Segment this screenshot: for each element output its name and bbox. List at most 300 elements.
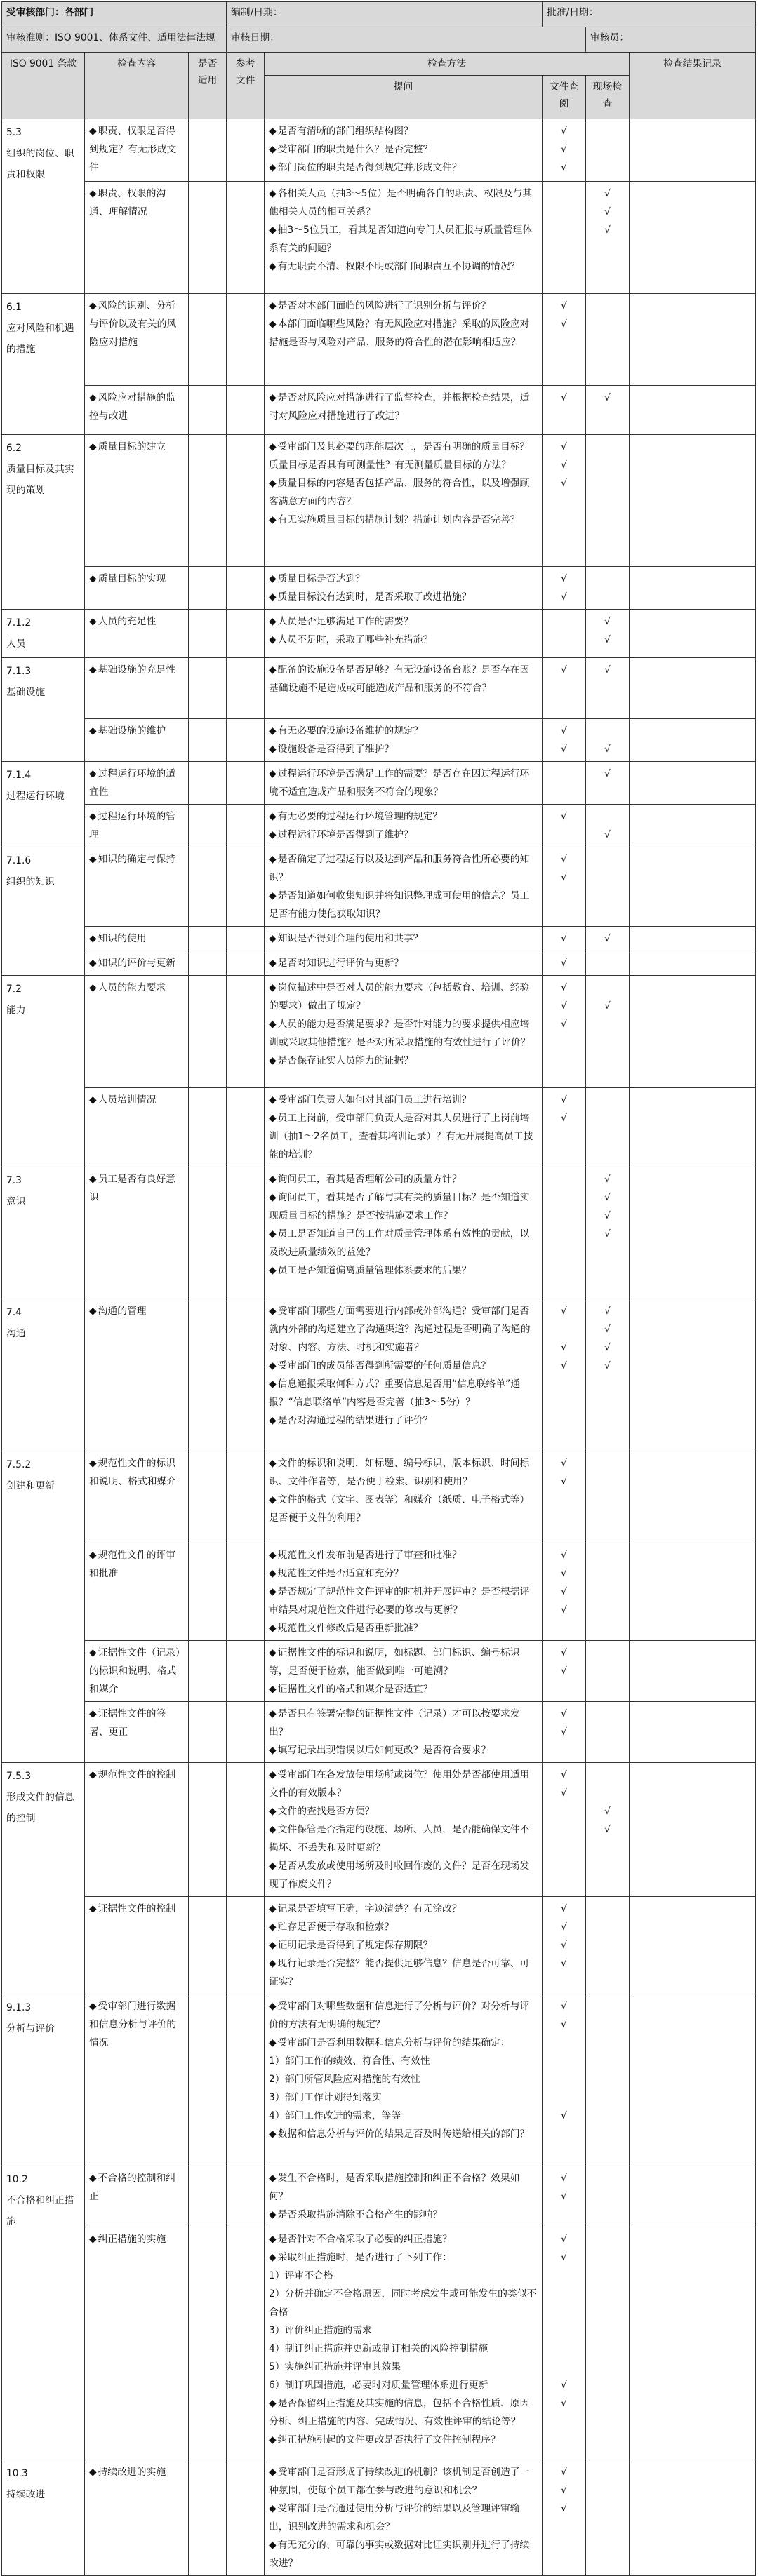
clause-cell — [2, 2460, 85, 2576]
applicable-cell[interactable] — [189, 567, 227, 610]
check-mark: √ — [561, 933, 567, 944]
check-mark — [590, 2015, 625, 2034]
ref-doc-cell[interactable] — [227, 435, 265, 567]
check-mark — [590, 1784, 625, 1802]
question-subitem: 4）部门工作改进的需求，等等 — [269, 2110, 401, 2121]
ref-doc-cell[interactable] — [227, 1299, 265, 1451]
onsite-cell — [586, 976, 630, 1088]
result-record-cell[interactable] — [630, 119, 756, 182]
check-item — [85, 1167, 189, 1299]
check-item — [85, 1994, 189, 2166]
question-item: ◆ 受审部门是否形成了持续改进的机制？该机制是否创造了一种氛围，使每个员工都在参与改进的意识和机会？ — [269, 2463, 538, 2500]
question-cell — [265, 182, 543, 294]
clause-number: 10.2 — [6, 2174, 28, 2185]
check-mark: √ — [604, 1806, 611, 1817]
check-mark — [590, 979, 625, 997]
question-item: ◆ 是否采取措施消除不合格产生的影响？ — [269, 2206, 538, 2224]
applicable-cell[interactable] — [189, 2166, 227, 2227]
check-row — [2, 1543, 756, 1641]
question-cell — [265, 847, 543, 927]
doc-review-cell — [543, 762, 586, 805]
check-mark — [547, 2052, 581, 2070]
ref-doc-cell[interactable] — [227, 2460, 265, 2576]
question-item: ◆ 采取纠正措施时，是否进行了下列工作： — [269, 2248, 538, 2267]
question-item: ◆ 是否只有签署完整的证据性文件（记录）才可以按要求发出？ — [269, 1705, 538, 1741]
check-mark — [547, 221, 581, 239]
check-row — [2, 1088, 756, 1167]
applicable-cell[interactable] — [189, 927, 227, 951]
result-record-cell[interactable] — [630, 2460, 756, 2576]
check-mark — [590, 1936, 625, 1954]
onsite-cell — [586, 1451, 630, 1543]
doc-review-cell — [543, 435, 586, 567]
col-method: 检查方法 — [265, 53, 630, 76]
result-record-cell[interactable] — [630, 1167, 756, 1299]
clause-cell — [2, 1763, 85, 1994]
question-item: ◆ 人员是否足够满足工作的需要？ — [269, 612, 538, 631]
ref-doc-cell[interactable] — [227, 1543, 265, 1641]
applicable-cell[interactable] — [189, 1451, 227, 1543]
result-record-cell[interactable] — [630, 1451, 756, 1543]
check-mark: √ — [604, 933, 611, 944]
check-item — [85, 567, 189, 610]
question-item: ◆ 是否保留纠正措施及其实施的信息，包括不合格性质、原因分析、纠正措施的内容、完成情况、有效性评审的结论等？ — [269, 2394, 538, 2431]
result-record-cell[interactable] — [630, 658, 756, 719]
check-mark: √ — [561, 2001, 567, 2012]
check-item — [85, 610, 189, 658]
doc-review-cell — [543, 182, 586, 294]
col-clause: ISO 9001 条款 — [2, 53, 85, 119]
question-item: ◆ 文件的查找是否方便？ — [269, 1802, 538, 1820]
question-item: ◆ 证据性文件的格式和媒介是否适宜？ — [269, 1680, 538, 1698]
question-item: ◆ 是否对沟通过程的结果进行了评价？ — [269, 1411, 538, 1430]
check-item — [85, 1088, 189, 1167]
check-item-text: ◆ 证据性文件的签署、更正 — [89, 1708, 166, 1738]
applicable-cell[interactable] — [189, 1763, 227, 1897]
question-item: ◆ 受审部门的成员能否得到所需要的任何质量信息？ — [269, 1357, 538, 1375]
check-row — [2, 1702, 756, 1763]
ref-doc-cell[interactable] — [227, 1451, 265, 1543]
applicable-cell[interactable] — [189, 762, 227, 805]
doc-review-cell — [543, 1088, 586, 1167]
doc-review-cell — [543, 951, 586, 976]
question-subitem: 2）分析并确定不合格原因，同时考虑发生或可能发生的类似不合格 — [269, 2288, 537, 2318]
check-mark — [590, 1583, 625, 1601]
question-cell — [265, 805, 543, 847]
ref-doc-cell[interactable] — [227, 1763, 265, 1897]
question-cell — [265, 1702, 543, 1763]
check-mark — [590, 438, 625, 456]
check-mark — [590, 122, 625, 140]
clause-title: 能力 — [6, 1005, 26, 1016]
question-item: ◆ 是否对知识进行评价与更新？ — [269, 954, 538, 972]
check-row — [2, 386, 756, 435]
check-mark: √ — [561, 982, 567, 993]
check-mark: √ — [561, 811, 567, 822]
doc-review-cell — [543, 119, 586, 182]
question-cell — [265, 1763, 543, 1897]
ref-doc-cell[interactable] — [227, 927, 265, 951]
check-mark — [547, 1820, 581, 1839]
check-mark — [547, 2267, 581, 2285]
check-mark — [590, 315, 625, 333]
check-mark: √ — [604, 1824, 611, 1835]
check-item — [85, 1543, 189, 1641]
check-row — [2, 847, 756, 927]
col-result: 检查结果记录 — [630, 53, 756, 119]
check-mark — [590, 1109, 625, 1127]
check-item-text: ◆ 过程运行环境的管理 — [89, 811, 175, 840]
onsite-cell — [586, 294, 630, 386]
check-mark: √ — [604, 206, 611, 217]
check-row — [2, 435, 756, 567]
result-record-cell[interactable] — [630, 1702, 756, 1763]
question-cell — [265, 1994, 543, 2166]
clause-cell — [2, 1994, 85, 2166]
dept-label: 受审核部门：各部门 — [2, 2, 227, 27]
check-row — [2, 294, 756, 386]
result-record-cell[interactable] — [630, 610, 756, 658]
ref-doc-cell[interactable] — [227, 1994, 265, 2166]
check-row — [2, 1167, 756, 1299]
check-item-text: ◆ 质量目标的建立 — [89, 441, 166, 452]
check-mark — [590, 456, 625, 474]
clause-number: 7.5.2 — [6, 1459, 32, 1470]
result-record-cell[interactable] — [630, 847, 756, 927]
check-item-text: ◆ 证据性文件的控制 — [89, 1903, 175, 1914]
onsite-cell — [586, 119, 630, 182]
doc-review-cell — [543, 847, 586, 927]
applicable-cell[interactable] — [189, 847, 227, 927]
ref-doc-cell[interactable] — [227, 294, 265, 386]
applicable-cell[interactable] — [189, 119, 227, 182]
question-subitem: 4）制订纠正措施并更新或制订相关的风险控制措施 — [269, 2343, 488, 2354]
clause-title: 持续改进 — [6, 2489, 46, 2500]
onsite-cell — [586, 927, 630, 951]
onsite-cell — [586, 805, 630, 847]
check-item-text: ◆ 人员的充足性 — [89, 616, 156, 627]
result-record-cell[interactable] — [630, 294, 756, 386]
check-mark — [590, 1705, 625, 1723]
result-record-cell[interactable] — [630, 386, 756, 435]
question-item: ◆ 过程运行环境是否满足工作的需要？是否存在因过程运行环境不适宜造成产品和服务不符合的现象？ — [269, 765, 538, 801]
question-item: ◆ 文件的标识和说明，如标题、编号标识、版本标识、时间标识、文件作者等，是否便于检索、识别和使用？ — [269, 1454, 538, 1491]
applicable-cell[interactable] — [189, 1088, 227, 1167]
check-mark — [590, 1564, 625, 1583]
question-cell — [265, 1543, 543, 1641]
question-item: ◆ 证据性文件的标识和说明，如标题、部门标识、编号标识等，是否便于检索，能否做到唯一可追溯？ — [269, 1644, 538, 1680]
check-mark — [547, 185, 581, 203]
check-item-text: ◆ 基础设施的维护 — [89, 725, 166, 737]
result-record-cell[interactable] — [630, 567, 756, 610]
check-mark — [590, 159, 625, 177]
ref-doc-cell[interactable] — [227, 847, 265, 927]
check-mark — [590, 2358, 625, 2376]
applicable-cell[interactable] — [189, 386, 227, 435]
question-item: ◆ 规范性文件是否适宜和充分？ — [269, 1564, 538, 1583]
applicable-cell[interactable] — [189, 1702, 227, 1763]
check-row — [2, 762, 756, 805]
question-item: ◆ 填写记录出现错误以后如何更改？是否符合要求？ — [269, 1741, 538, 1759]
question-item: ◆ 是否确定了过程运行以及达到产品和服务符合性所必要的知识？ — [269, 850, 538, 887]
result-record-cell[interactable] — [630, 1543, 756, 1641]
check-mark: √ — [561, 872, 567, 883]
ref-doc-cell[interactable] — [227, 951, 265, 976]
question-item: ◆ 受审部门在各发放使用场所或岗位？使用处是否都使用适用文件的有效版本？ — [269, 1766, 538, 1802]
applicable-cell[interactable] — [189, 976, 227, 1088]
onsite-cell — [586, 2460, 630, 2576]
check-row — [2, 927, 756, 951]
clause-title: 形成文件的信息的控制 — [6, 1792, 74, 1824]
check-mark: √ — [604, 664, 611, 676]
check-mark: √ — [561, 1903, 567, 1914]
check-mark: √ — [561, 1000, 567, 1012]
ref-doc-cell[interactable] — [227, 1641, 265, 1702]
result-record-cell[interactable] — [630, 2227, 756, 2460]
question-item: ◆ 受审部门是否利用数据和信息分析与评价的结果确定： — [269, 2034, 538, 2052]
question-item: ◆ 人员不足时，采取了哪些补充措施？ — [269, 631, 538, 649]
doc-review-cell — [543, 805, 586, 847]
check-mark — [590, 1091, 625, 1109]
check-mark: √ — [561, 744, 567, 755]
applicable-cell[interactable] — [189, 1641, 227, 1702]
check-item — [85, 435, 189, 567]
result-record-cell[interactable] — [630, 762, 756, 805]
question-cell — [265, 951, 543, 976]
question-cell — [265, 719, 543, 762]
doc-review-cell — [543, 1167, 586, 1299]
ref-doc-cell[interactable] — [227, 1088, 265, 1167]
check-mark: √ — [561, 1769, 567, 1780]
check-mark: √ — [561, 2467, 567, 2478]
result-record-cell[interactable] — [630, 976, 756, 1088]
check-row — [2, 1641, 756, 1702]
check-row — [2, 805, 756, 847]
check-mark: √ — [604, 224, 611, 236]
applicable-cell[interactable] — [189, 2227, 227, 2460]
col-content: 检查内容 — [85, 53, 189, 119]
check-mark — [590, 954, 625, 972]
applicable-cell[interactable] — [189, 435, 227, 567]
question-item: ◆ 过程运行环境是否得到了维护？ — [269, 826, 538, 844]
check-mark: √ — [561, 441, 567, 452]
check-item — [85, 119, 189, 182]
check-mark: √ — [561, 126, 567, 137]
question-item: ◆ 文件的格式（文字、图表等）和媒介（纸质、电子格式等）是否便于文件的利用？ — [269, 1491, 538, 1527]
onsite-cell — [586, 567, 630, 610]
question-item: ◆ 知识是否得到合理的使用和共享？ — [269, 930, 538, 948]
result-record-cell[interactable] — [630, 927, 756, 951]
doc-review-cell — [543, 2227, 586, 2460]
onsite-cell — [586, 610, 630, 658]
check-mark: √ — [561, 1708, 567, 1719]
question-item: ◆ 员工是否知道自己的工作对质量管理体系有效性的贡献，以及改进质量绩效的益处？ — [269, 1225, 538, 1261]
check-item-text: ◆ 沟通的管理 — [89, 1306, 147, 1317]
result-record-cell[interactable] — [630, 1763, 756, 1897]
result-record-cell[interactable] — [630, 2166, 756, 2227]
check-mark: √ — [604, 1306, 611, 1317]
ref-doc-cell[interactable] — [227, 719, 265, 762]
question-item: ◆ 贮存是否便于存取和检索？ — [269, 1918, 538, 1936]
question-cell — [265, 2227, 543, 2460]
ref-doc-cell[interactable] — [227, 386, 265, 435]
applicable-cell[interactable] — [189, 182, 227, 294]
ref-doc-cell[interactable] — [227, 976, 265, 1088]
doc-review-cell — [543, 1702, 586, 1763]
question-item: ◆ 设施设备是否得到了维护？ — [269, 740, 538, 758]
ref-doc-cell[interactable] — [227, 182, 265, 294]
ref-doc-cell[interactable] — [227, 762, 265, 805]
audit-date-label: 审核日期： — [227, 27, 586, 53]
ref-doc-cell[interactable] — [227, 805, 265, 847]
clause-title: 基础设施 — [6, 687, 46, 698]
check-mark — [547, 1170, 581, 1188]
result-record-cell[interactable] — [630, 719, 756, 762]
check-item — [85, 2227, 189, 2460]
check-mark: √ — [561, 1342, 567, 1353]
check-item — [85, 2460, 189, 2576]
check-mark — [590, 2052, 625, 2070]
question-item: ◆ 是否针对不合格采取了必要的纠正措施？ — [269, 2230, 538, 2248]
result-record-cell[interactable] — [630, 1088, 756, 1167]
applicable-cell[interactable] — [189, 1167, 227, 1299]
applicable-cell[interactable] — [189, 1299, 227, 1451]
check-mark: √ — [561, 725, 567, 737]
check-item-text: ◆ 不合格的控制和纠正 — [89, 2173, 175, 2202]
question-item: ◆ 有无职责不清、权限不明或部门间职责互不协调的情况？ — [269, 257, 538, 276]
check-mark — [590, 2303, 625, 2321]
applicable-cell[interactable] — [189, 658, 227, 719]
clause-number: 6.2 — [6, 443, 22, 454]
question-item: ◆ 询问员工，看其是否理解公司的质量方针？ — [269, 1170, 538, 1188]
check-item — [85, 294, 189, 386]
onsite-cell — [586, 386, 630, 435]
check-mark: √ — [604, 1210, 611, 1221]
question-cell — [265, 435, 543, 567]
ref-doc-cell[interactable] — [227, 658, 265, 719]
check-mark: √ — [561, 1094, 567, 1106]
applicable-cell[interactable] — [189, 2460, 227, 2576]
applicable-cell[interactable] — [189, 294, 227, 386]
check-mark: √ — [604, 829, 611, 840]
doc-review-cell — [543, 658, 586, 719]
result-record-cell[interactable] — [630, 1994, 756, 2166]
check-mark — [590, 1601, 625, 1619]
doc-review-cell — [543, 1641, 586, 1702]
check-item — [85, 386, 189, 435]
ref-doc-cell[interactable] — [227, 610, 265, 658]
check-mark: √ — [561, 1586, 567, 1597]
applicable-cell[interactable] — [189, 951, 227, 976]
check-item-text: ◆ 职责、权限是否得到规定？有无形成文件 — [89, 126, 176, 173]
question-subitem: 3）评价纠正措施的需求 — [269, 2325, 372, 2336]
check-mark: √ — [561, 2191, 567, 2202]
check-mark — [590, 1918, 625, 1936]
question-item: ◆ 文件保管是否指定的设施、场所、人员，是否能确保文件不损坏、不丢失和及时更新？ — [269, 1820, 538, 1857]
doc-review-cell — [543, 294, 586, 386]
check-mark — [590, 297, 625, 315]
ref-doc-cell[interactable] — [227, 1167, 265, 1299]
ref-doc-cell[interactable] — [227, 1897, 265, 1994]
onsite-cell — [586, 2166, 630, 2227]
clause-number: 7.4 — [6, 1307, 22, 1318]
check-mark — [590, 2034, 625, 2052]
check-item — [85, 658, 189, 719]
ref-doc-cell[interactable] — [227, 567, 265, 610]
check-mark — [590, 1473, 625, 1491]
clause-cell — [2, 1167, 85, 1299]
check-mark — [590, 2463, 625, 2481]
onsite-cell — [586, 1167, 630, 1299]
check-row — [2, 2460, 756, 2576]
clause-cell — [2, 2166, 85, 2460]
question-cell — [265, 1897, 543, 1994]
result-record-cell[interactable] — [630, 1897, 756, 1994]
doc-review-cell — [543, 1897, 586, 1994]
question-item: ◆ 质量目标没有达到时，是否采取了改进措施？ — [269, 588, 538, 606]
result-record-cell[interactable] — [630, 805, 756, 847]
check-mark — [590, 1723, 625, 1741]
check-mark: √ — [604, 634, 611, 645]
clause-number: 9.1.3 — [6, 2002, 32, 2013]
question-item: ◆ 记录是否填写正确，字迹清楚？有无涂改？ — [269, 1900, 538, 1918]
check-item — [85, 927, 189, 951]
clause-title: 沟通 — [6, 1328, 26, 1339]
question-cell — [265, 1088, 543, 1167]
check-mark: √ — [604, 1342, 611, 1353]
result-record-cell[interactable] — [630, 951, 756, 976]
check-mark: √ — [561, 1568, 567, 1579]
applicable-cell[interactable] — [189, 719, 227, 762]
question-item: ◆ 是否知道如何收集知识并将知识整理成可使用的信息？员工是否有能力使他获取知识？ — [269, 887, 538, 923]
col-applicable: 是否适用 — [189, 53, 227, 119]
check-item-text: ◆ 人员的能力要求 — [89, 982, 166, 993]
doc-review-cell — [543, 386, 586, 435]
doc-review-cell — [543, 927, 586, 951]
applicable-cell[interactable] — [189, 1543, 227, 1641]
check-item-text: ◆ 证据性文件（记录）的标识和说明、格式和媒介 — [89, 1647, 180, 1695]
result-record-cell[interactable] — [630, 182, 756, 294]
ref-doc-cell[interactable] — [227, 2227, 265, 2460]
check-mark: √ — [604, 188, 611, 199]
ref-doc-cell[interactable] — [227, 119, 265, 182]
check-item — [85, 762, 189, 805]
clause-number: 10.3 — [6, 2468, 28, 2479]
applicable-cell[interactable] — [189, 1994, 227, 2166]
check-item — [85, 182, 189, 294]
result-record-cell[interactable] — [630, 1641, 756, 1702]
applicable-cell[interactable] — [189, 1897, 227, 1994]
check-mark: √ — [561, 2234, 567, 2245]
check-mark: √ — [561, 144, 567, 155]
check-mark — [590, 2376, 625, 2394]
applicable-cell[interactable] — [189, 610, 227, 658]
result-record-cell[interactable] — [630, 435, 756, 567]
applicable-cell[interactable] — [189, 805, 227, 847]
ref-doc-cell[interactable] — [227, 2166, 265, 2227]
question-subitem: 5）实施纠正措施并评审其效果 — [269, 2361, 401, 2373]
question-subitem: 2）部门所管风险应对措施的有效性 — [269, 2074, 420, 2085]
check-item — [85, 1641, 189, 1702]
clause-number: 7.2 — [6, 984, 22, 995]
check-item-text: ◆ 规范性文件的评审和批准 — [89, 1550, 175, 1579]
result-record-cell[interactable] — [630, 1299, 756, 1451]
check-item-text: ◆ 过程运行环境的适宜性 — [89, 768, 175, 798]
question-item: ◆ 询问员工，看其是否了解与其有关的质量目标？是否知道实现质量目标的措施？是否按措施要求工作？ — [269, 1188, 538, 1225]
check-mark: √ — [604, 1192, 611, 1203]
ref-doc-cell[interactable] — [227, 1702, 265, 1763]
question-item: ◆ 证明记录是否得到了规定保存期限？ — [269, 1936, 538, 1954]
